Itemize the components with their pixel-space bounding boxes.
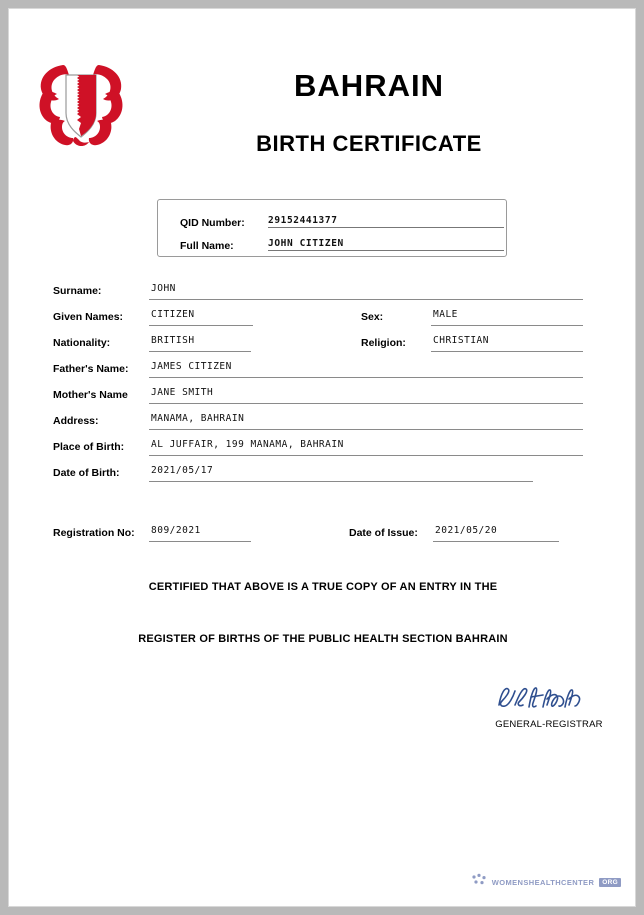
surname-value: JOHN: [149, 283, 583, 300]
place-of-birth-value: AL JUFFAIR, 199 MANAMA, BAHRAIN: [149, 439, 583, 456]
registration-row: [9, 523, 637, 549]
qid-summary-box: [157, 199, 507, 257]
sex-label: Sex:: [361, 311, 384, 323]
field-row-given-names: [9, 307, 637, 333]
field-row-date-of-birth: [9, 463, 637, 489]
mother-name-label: Mother's Name: [53, 389, 128, 401]
field-row-nationality: [9, 333, 637, 359]
title-block: [129, 69, 609, 157]
religion-value: CHRISTIAN: [431, 335, 583, 352]
sex-value: MALE: [431, 309, 583, 326]
father-name-value: JAMES CITIZEN: [149, 361, 583, 378]
address-value: MANAMA, BAHRAIN: [149, 413, 583, 430]
registration-no-value: 809/2021: [149, 525, 251, 542]
handwritten-signature-icon: [479, 681, 619, 715]
place-of-birth-label: Place of Birth:: [53, 441, 125, 453]
watermark-badge: ORG: [599, 878, 621, 887]
field-row-place-of-birth: [9, 437, 637, 463]
nationality-value: BRITISH: [149, 335, 251, 352]
full-name-value: JOHN CITIZEN: [268, 238, 504, 251]
field-row-mother-name: [9, 385, 637, 411]
bahrain-coat-of-arms-icon: [33, 59, 129, 151]
date-of-birth-value: 2021/05/17: [149, 465, 533, 482]
signature-caption: GENERAL-REGISTRAR: [495, 719, 603, 730]
surname-label: Surname:: [53, 285, 102, 297]
certification-line-2: REGISTER OF BIRTHS OF THE PUBLIC HEALTH SECTION BAHRAIN: [138, 633, 508, 645]
given-names-value: CITIZEN: [149, 309, 253, 326]
father-name-label: Father's Name:: [53, 363, 129, 375]
country-title: BAHRAIN: [294, 68, 444, 103]
document-title: BIRTH CERTIFICATE: [256, 131, 482, 157]
field-row-father-name: [9, 359, 637, 385]
date-of-issue-label: Date of Issue:: [349, 527, 418, 539]
date-of-birth-label: Date of Birth:: [53, 467, 120, 479]
watermark: [471, 873, 621, 892]
field-row-surname: [9, 281, 637, 307]
mother-name-value: JANE SMITH: [149, 387, 583, 404]
certification-line-1: CERTIFIED THAT ABOVE IS A TRUE COPY OF AN ENTRY IN THE: [148, 581, 498, 593]
watermark-text: WOMENSHEALTHCENTER: [491, 878, 595, 887]
field-row-address: [9, 411, 637, 437]
certificate-page: [8, 8, 636, 907]
registration-no-label: Registration No:: [53, 527, 135, 539]
document-header: [9, 9, 635, 157]
address-label: Address:: [53, 415, 99, 427]
full-name-label: Full Name:: [180, 240, 234, 252]
qid-number-value: 29152441377: [268, 215, 504, 228]
given-names-label: Given Names:: [53, 311, 124, 323]
nationality-label: Nationality:: [53, 337, 111, 349]
date-of-issue-value: 2021/05/20: [433, 525, 559, 542]
qid-number-label: QID Number:: [180, 217, 245, 229]
religion-label: Religion:: [361, 337, 406, 349]
signature-block: [479, 681, 619, 730]
watermark-logo-icon: [471, 873, 487, 892]
details-fields: [9, 281, 637, 501]
